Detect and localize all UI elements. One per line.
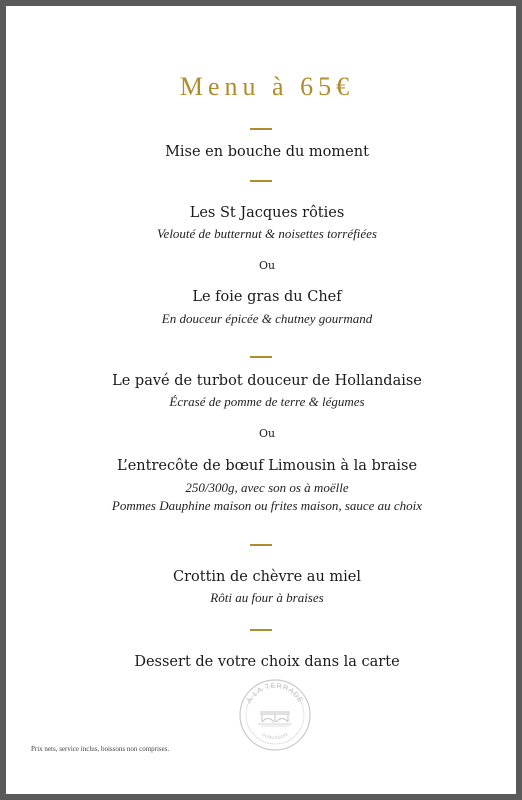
or-label: Ou (258, 427, 276, 440)
separator (250, 356, 272, 358)
menu-title: Menu à 65€ (179, 72, 355, 101)
separator (250, 629, 272, 631)
dish-st-jacques-desc: Velouté de butternut & noisettes torréfiées (157, 226, 377, 241)
footnote: Prix nets, service inclus, boissons non comprises. (31, 745, 170, 753)
dish-crottin: Crottin de chèvre au miel (172, 569, 362, 585)
dish-entrecote-desc-2: Pommes Dauphine maison ou frites maison, sauce au choix (111, 498, 423, 513)
dish-st-jacques: Les St Jacques rôties (189, 205, 345, 221)
separator (250, 544, 272, 546)
logo-sub-text: AUBUSSON (261, 731, 289, 741)
svg-text:AUBUSSON (261, 732, 289, 741)
dish-amuse-bouche: Mise en bouche du moment (165, 144, 369, 160)
separator (250, 128, 272, 130)
dish-entrecote: L’entrecôte de bœuf Limousin à la braise (116, 458, 418, 474)
svg-text:À LA TERRADE (244, 681, 305, 705)
dish-turbot-desc: Écrasé de pomme de terre & légumes (169, 394, 365, 409)
restaurant-logo (238, 678, 312, 752)
or-label: Ou (258, 259, 276, 272)
dish-entrecote-desc: 250/300g, avec son os à moëlle (185, 480, 349, 495)
separator (250, 180, 272, 182)
bridge-icon (258, 712, 292, 726)
dish-dessert: Dessert de votre choix dans la carte (134, 654, 400, 670)
dish-foie-gras: Le foie gras du Chef (192, 289, 342, 305)
dish-foie-gras-desc: En douceur épicée & chutney gourmand (161, 311, 373, 326)
dish-crottin-desc: Rôti au four à braises (210, 590, 324, 605)
dish-turbot: Le pavé de turbot douceur de Hollandaise (112, 373, 422, 389)
logo-arc-text: À LA TERRADE (244, 680, 306, 705)
